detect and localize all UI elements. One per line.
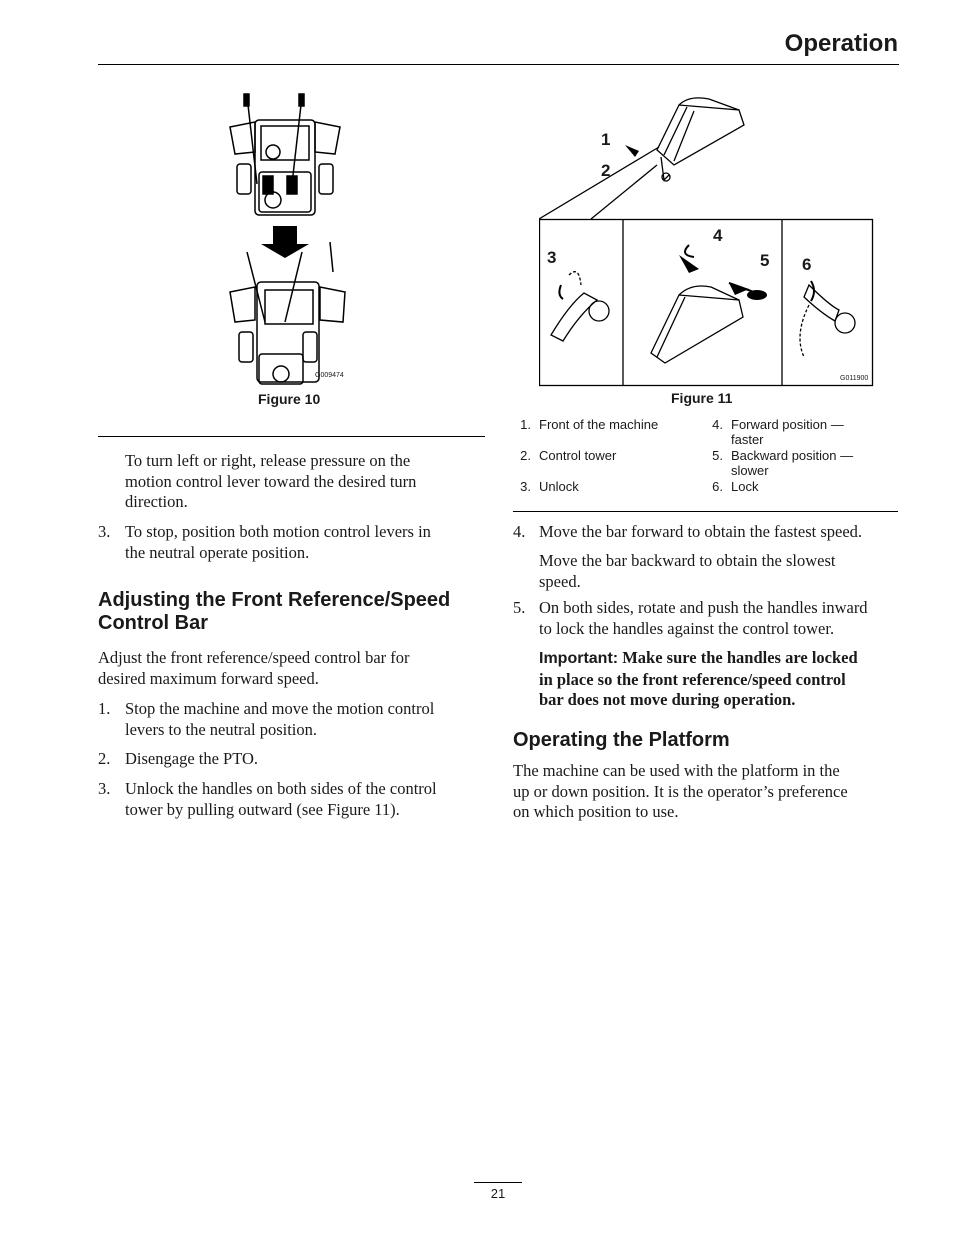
figure-11-code: G011900: [840, 375, 869, 382]
speed-bar-step-4: 4. Move the bar forward to obtain the fastest speed.: [513, 522, 863, 541]
page-number: 21: [490, 1186, 506, 1201]
right-lever-top: [292, 96, 302, 184]
platform-paragraph: The machine can be used with the platform in the up or down position. It is the operator’s preference on which position to use.: [513, 761, 848, 821]
important-label: Important:: [539, 650, 619, 667]
footer-rule: [474, 1182, 522, 1183]
figure-10-code: G009474: [315, 372, 344, 379]
figure-11-caption: Figure 11: [671, 390, 733, 406]
header-rule: [98, 64, 899, 65]
figure-11-callout-5: 5: [760, 251, 770, 270]
figure-11-callout-3: 3: [547, 248, 557, 267]
figure-10-caption: Figure 10: [258, 391, 321, 407]
speed-bar-step-4-backward: Move the bar backward to obtain the slowest speed.: [539, 551, 836, 591]
figure-11-callout-4: 4: [713, 226, 723, 245]
right-column-rule: [513, 511, 898, 512]
figure-11-legend: 1. Front of the machine 2. Control tower 3. Unlock 4. Forward position — faster 5. Backward position — slower 6. Lock: [520, 417, 854, 494]
left-column-rule: [98, 436, 485, 437]
speed-bar-step-5: 5. On both sides, rotate and push the handles inward to lock the handles against the control tower.: [513, 598, 868, 638]
section-heading-platform: Operating the Platform: [513, 729, 730, 751]
speed-bar-intro: Adjust the front reference/speed control bar for desired maximum forward speed.: [98, 648, 410, 688]
step-3-stop: 3. To stop, position both motion control levers in the neutral operate position.: [98, 522, 431, 562]
figure-11-illustration: [539, 85, 874, 387]
page-header-title: Operation: [784, 30, 898, 57]
speed-bar-step-1: 1. Stop the machine and move the motion control levers to the neutral position.: [98, 699, 435, 739]
section-heading-speed-bar: Adjusting the Front Reference/Speed Control Bar: [98, 589, 451, 634]
speed-bar-step-2: 2. Disengage the PTO.: [98, 749, 259, 768]
important-note: Important: Make sure the handles are locked in place so the front reference/speed control bar does not move during operation.: [539, 648, 858, 709]
turn-paragraph: To turn left or right, release pressure on the motion control lever toward the desired turn direction.: [125, 451, 417, 511]
figure-11-callout-2: 2: [601, 161, 611, 180]
speed-bar-step-3: 3. Unlock the handles on both sides of the control tower by pulling outward (see Figure 11).: [98, 779, 437, 819]
figure-10-illustration: [225, 92, 360, 392]
figure-11-callout-6: 6: [802, 255, 812, 274]
figure-11-callout-1: 1: [601, 130, 611, 149]
